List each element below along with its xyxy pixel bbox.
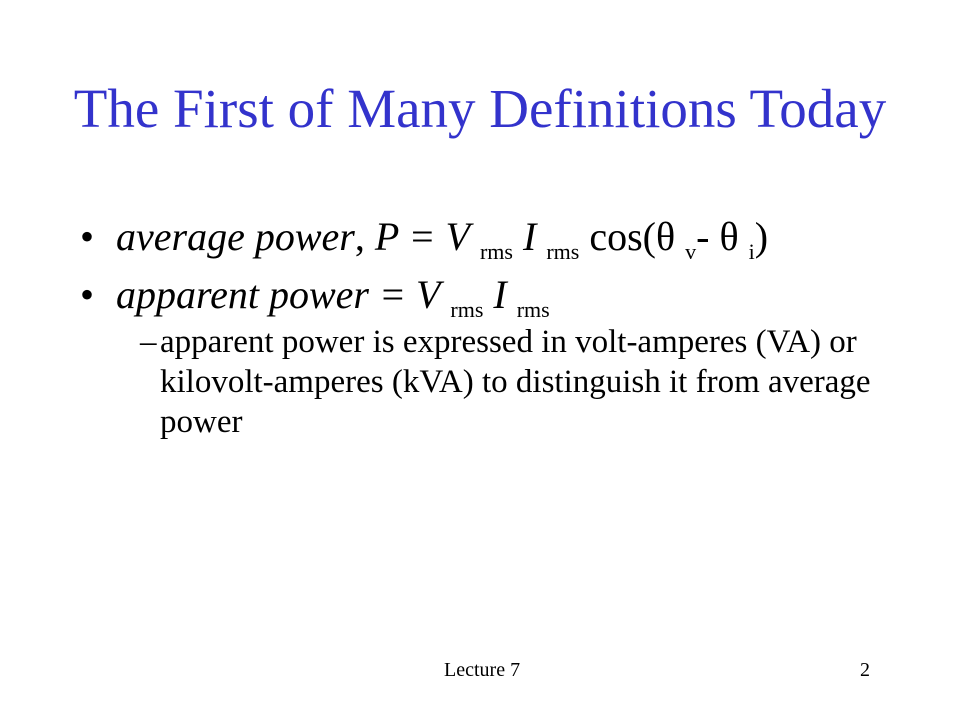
symbol-i: I xyxy=(522,214,537,259)
minus-sign: - xyxy=(696,214,720,259)
subscript-rms-i: rms xyxy=(516,297,550,322)
subscript-rms-i: rms xyxy=(546,239,580,264)
subscript-rms-v: rms xyxy=(479,239,513,264)
symbol-p: P xyxy=(374,214,399,259)
cos-open: cos( xyxy=(579,214,656,259)
theta-i: θ xyxy=(719,214,739,259)
symbol-v: V xyxy=(415,272,441,317)
equals-sign: = xyxy=(398,214,446,259)
subscript-rms-v: rms xyxy=(450,297,484,322)
bullet-marker: • xyxy=(80,272,95,317)
bullet-average-power xyxy=(76,214,896,264)
theta-v: θ xyxy=(655,214,676,259)
bullet-apparent-power xyxy=(76,272,896,322)
bullet-marker: • xyxy=(80,214,95,259)
symbol-v: V xyxy=(445,214,470,259)
close-paren: ) xyxy=(754,214,769,259)
term-apparent-power: apparent power xyxy=(116,272,369,317)
subscript-i: i xyxy=(748,239,755,264)
sub-bullet-text: apparent power is expressed in volt-amperes (VA) or kilovolt-amperes (kVA) to distinguish it from average power xyxy=(160,324,871,440)
footer-lecture-label: Lecture 7 xyxy=(444,659,521,681)
footer-page-number: 2 xyxy=(860,659,870,681)
sub-bullet-apparent-power-units xyxy=(76,322,880,442)
term-average-power: average power xyxy=(116,214,355,259)
symbol-i: I xyxy=(493,272,507,317)
equals-sign: = xyxy=(368,272,416,317)
separator: , xyxy=(354,214,375,259)
slide-title: The First of Many Definitions Today xyxy=(73,78,887,139)
bullet-list xyxy=(76,214,896,442)
subscript-v: v xyxy=(685,239,697,264)
sub-bullet-marker: – xyxy=(140,324,157,360)
